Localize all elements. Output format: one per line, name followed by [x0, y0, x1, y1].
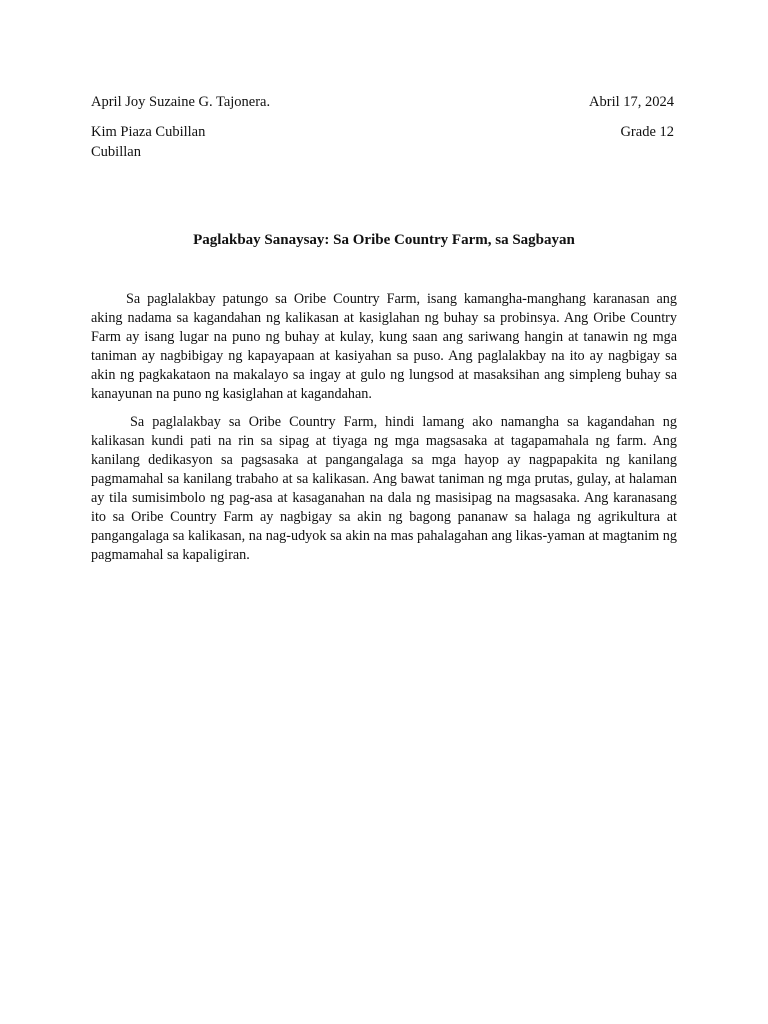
essay-title: Paglakbay Sanaysay: Sa Oribe Country Farm, sa Sagbayan	[193, 232, 575, 248]
essay-body	[91, 290, 677, 574]
document-date: Abril 17, 2024	[589, 94, 674, 110]
author-name: April Joy Suzaine G. Tajonera.	[91, 94, 271, 110]
co-author-name: Kim Piaza Cubillan	[91, 124, 206, 140]
essay-paragraph-2: Sa paglalakbay sa Oribe Country Farm, hindi lamang ako namangha sa kagandahan ng kalikasan kundi pati na rin sa sipag at tiyaga ng mga magsasaka at tagapamahala ng farm. Ang kanilang dedikasyon sa pagsasaka at pangangalaga sa mga hayop ay nagpapakita ng kanilang pagmamahal sa kanilang trabaho at sa kalikasan. Ang bawat taniman ng mga prutas, gulay, at halaman ay tila sumisimbolo ng pag-asa at kasaganahan na dala ng masisipag na magsasaka. Ang karanasang ito sa Oribe Country Farm ay nagbigay sa akin ng bagong pananaw sa halaga ng agrikultura at pangangalaga sa kalikasan, na nag-udyok sa akin na mas pahalagahan ang likas-yaman at magtanim ng pagmamahal sa kapaligiran.	[91, 414, 677, 563]
co-author-name-continued: Cubillan	[91, 144, 141, 160]
essay-paragraph-1: Sa paglalakbay patungo sa Oribe Country Farm, isang kamangha-manghang karanasan ang aking nadama sa kagandahan ng kalikasan at kasiglahan ng buhay sa probinsya. Ang Oribe Country Farm ay isang lugar na puno ng buhay at kulay, kung saan ang sariwang hangin at tanawin ng mga taniman ay nagbibigay ng kapayapaan at kasiyahan sa puso. Ang paglalakbay na ito ay nagbigay sa akin ng pagkakataon na makalayo sa ingay at gulo ng lungsod at masaksihan ang simpleng buhay sa kanayunan na puno ng kasiglahan at kagandahan.	[91, 291, 677, 402]
grade-level: Grade 12	[620, 124, 674, 140]
